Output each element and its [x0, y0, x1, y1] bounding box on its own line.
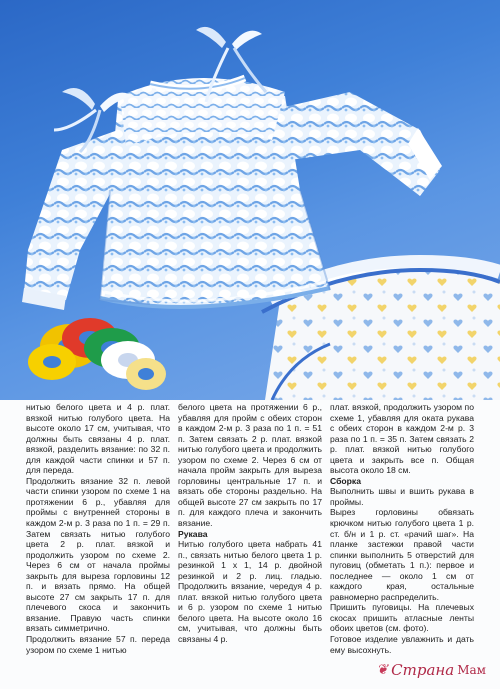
paragraph: Готовое изделие увлажнить и дать ему высохнуть.: [330, 634, 474, 655]
paragraph: Выполнить швы и вшить рукава в проймы.: [330, 486, 474, 507]
text-column-1: [26, 402, 170, 667]
watermark-text: Страна: [391, 661, 455, 679]
paragraph: Продолжить вязание 32 п. левой части спинки узором по схеме 1 на протяжении 6 р., убавляя для проймы с внутренней стороны в каждом 2-м р. 3 раза по 1 п. = 29 п. Затем связать нитью голубого цвета 2 р. плат. вязкой и продолжить узором по схеме 2. Через 6 см от начала проймы закрыть для выреза горловины 12 п. и вязать прямо. На общей высоте 27 см закрыть 17 п. для плечевого скоса и закончить вязание. Правую часть спинки вязать симметрично.: [26, 475, 170, 634]
site-watermark: [376, 661, 486, 679]
text-column-2: [178, 402, 322, 667]
watermark-suffix: Мам: [457, 663, 486, 677]
paragraph: Нитью голубого цвета набрать 41 п., связать нитью белого цвета 1 р. резинкой 1 х 1, 14 р. двойной резинкой и 2 р. лиц. гладью. Продолжить вязание, чередуя 4 р. плат. вязкой нитью голубого цвета и 6 р. узором по схеме 1 нитью белого цвета. На высоте около 16 см, учитывая, что должны быть связаны 4 р.: [178, 539, 322, 645]
heart-logo-icon: ❦: [376, 662, 389, 678]
paragraph: нитью белого цвета и 4 р. плат. вязкой нитью голубого цвета. На высоте около 17 см, учитывая, что должны быть связаны 4 р. плат. вязкой, разделить вязание: по 32 п. для каждой части спинки и 57 п. для переда.: [26, 402, 170, 476]
paragraph: плат. вязкой, продолжить узором по схеме 1, убавляя для оката рукава с обеих сторон в каждом 2-м р. 3 раза по 1 п. = 35 п. Затем связать 2 р. плат. вязкой нитью голубого цвета и закрыть все п. Общая высота около 18 см.: [330, 402, 474, 476]
paragraph: Пришить пуговицы. На плечевых скосах пришить атласные ленты обоих цветов (см. фото).: [330, 602, 474, 634]
paragraph: Продолжить вязание 57 п. переда узором по схеме 1 нитью: [26, 634, 170, 655]
paragraph: Вырез горловины обвязать крючком нитью голубого цвета 1 р. ст. б/н и 1 р. ст. «рачий шаг». На планке застежки правой части спинки выполнить 5 отверстий для пуговиц (обметать 1 п.): первое и последнее — около 1 см от каждого края, остальные равномерно распределить.: [330, 507, 474, 602]
instructions-text: [26, 402, 476, 667]
paragraph: белого цвета на протяжении 6 р., убавляя для пройм с обеих сторон в каждом 2-м р. 3 раза по 1 п. = 51 п. Затем связать 2 р. плат. вязкой нитью голубого цвета и продолжить узором по схеме 2. Через 6 см от начала пройм закрыть для выреза горловины центральные 17 п. и вязать обе стороны раздельно. На общей высоте 27 см закрыть по 17 п. для каждого плеча и закончить вязание.: [178, 402, 322, 529]
section-heading-sleeves: Рукава: [178, 528, 208, 539]
section-heading-assembly: Сборка: [330, 475, 361, 486]
plastic-rings: [28, 318, 166, 390]
text-column-3: [330, 402, 474, 667]
